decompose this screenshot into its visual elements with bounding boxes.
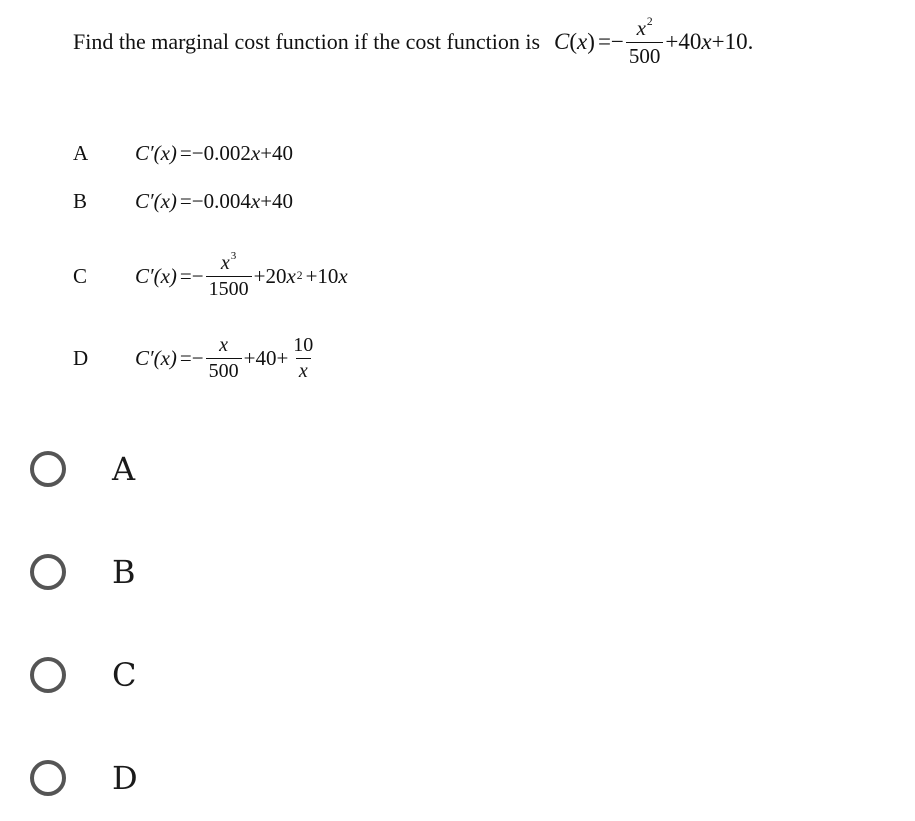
option-fraction: $\frac{10}{x}$ bbox=[293, 333, 314, 382]
formula-fraction: $\frac{x^2}{500}$ bbox=[626, 17, 664, 66]
option-letter: A bbox=[73, 140, 89, 165]
option-fraction: $\frac{x}{500}$ bbox=[206, 335, 242, 382]
choice-a[interactable] bbox=[30, 444, 135, 494]
option-a bbox=[73, 133, 293, 173]
choice-label: C bbox=[112, 656, 137, 694]
option-letter: D bbox=[73, 345, 89, 370]
option-letter: C bbox=[73, 263, 88, 288]
question-prompt bbox=[73, 0, 753, 84]
option-d bbox=[73, 330, 318, 386]
option-c bbox=[73, 248, 348, 304]
radio-button[interactable] bbox=[30, 451, 66, 487]
choice-d[interactable] bbox=[30, 753, 138, 803]
option-fraction: $\frac{x^3}{1500}$ bbox=[206, 253, 252, 300]
radio-button[interactable] bbox=[30, 657, 66, 693]
choice-c[interactable] bbox=[30, 650, 136, 700]
option-formula: C′(x) = − $\frac{x}{500}$ +40+ $\frac{10}{x}$ bbox=[135, 335, 318, 382]
choice-label: A bbox=[112, 450, 136, 488]
radio-button[interactable] bbox=[30, 760, 66, 796]
option-letter: B bbox=[73, 188, 88, 213]
choice-label: B bbox=[112, 553, 136, 591]
option-formula: C′(x) = −0.004 x +40 bbox=[135, 188, 294, 213]
question-text: Find the marginal cost function if the cost function is bbox=[73, 29, 541, 54]
option-b bbox=[73, 181, 293, 221]
choice-b[interactable] bbox=[30, 547, 136, 597]
option-formula: C′(x) = −0.002 x +40 bbox=[135, 140, 294, 165]
radio-button[interactable] bbox=[30, 554, 66, 590]
option-formula: C′(x) = − $\frac{x^3}{1500}$ +20 x 2 +10 x bbox=[135, 249, 348, 300]
cost-function-formula: C ( x ) = − $\frac{x^2}{500}$ +40 x +10 . bbox=[554, 16, 754, 68]
choice-label: D bbox=[112, 759, 138, 797]
